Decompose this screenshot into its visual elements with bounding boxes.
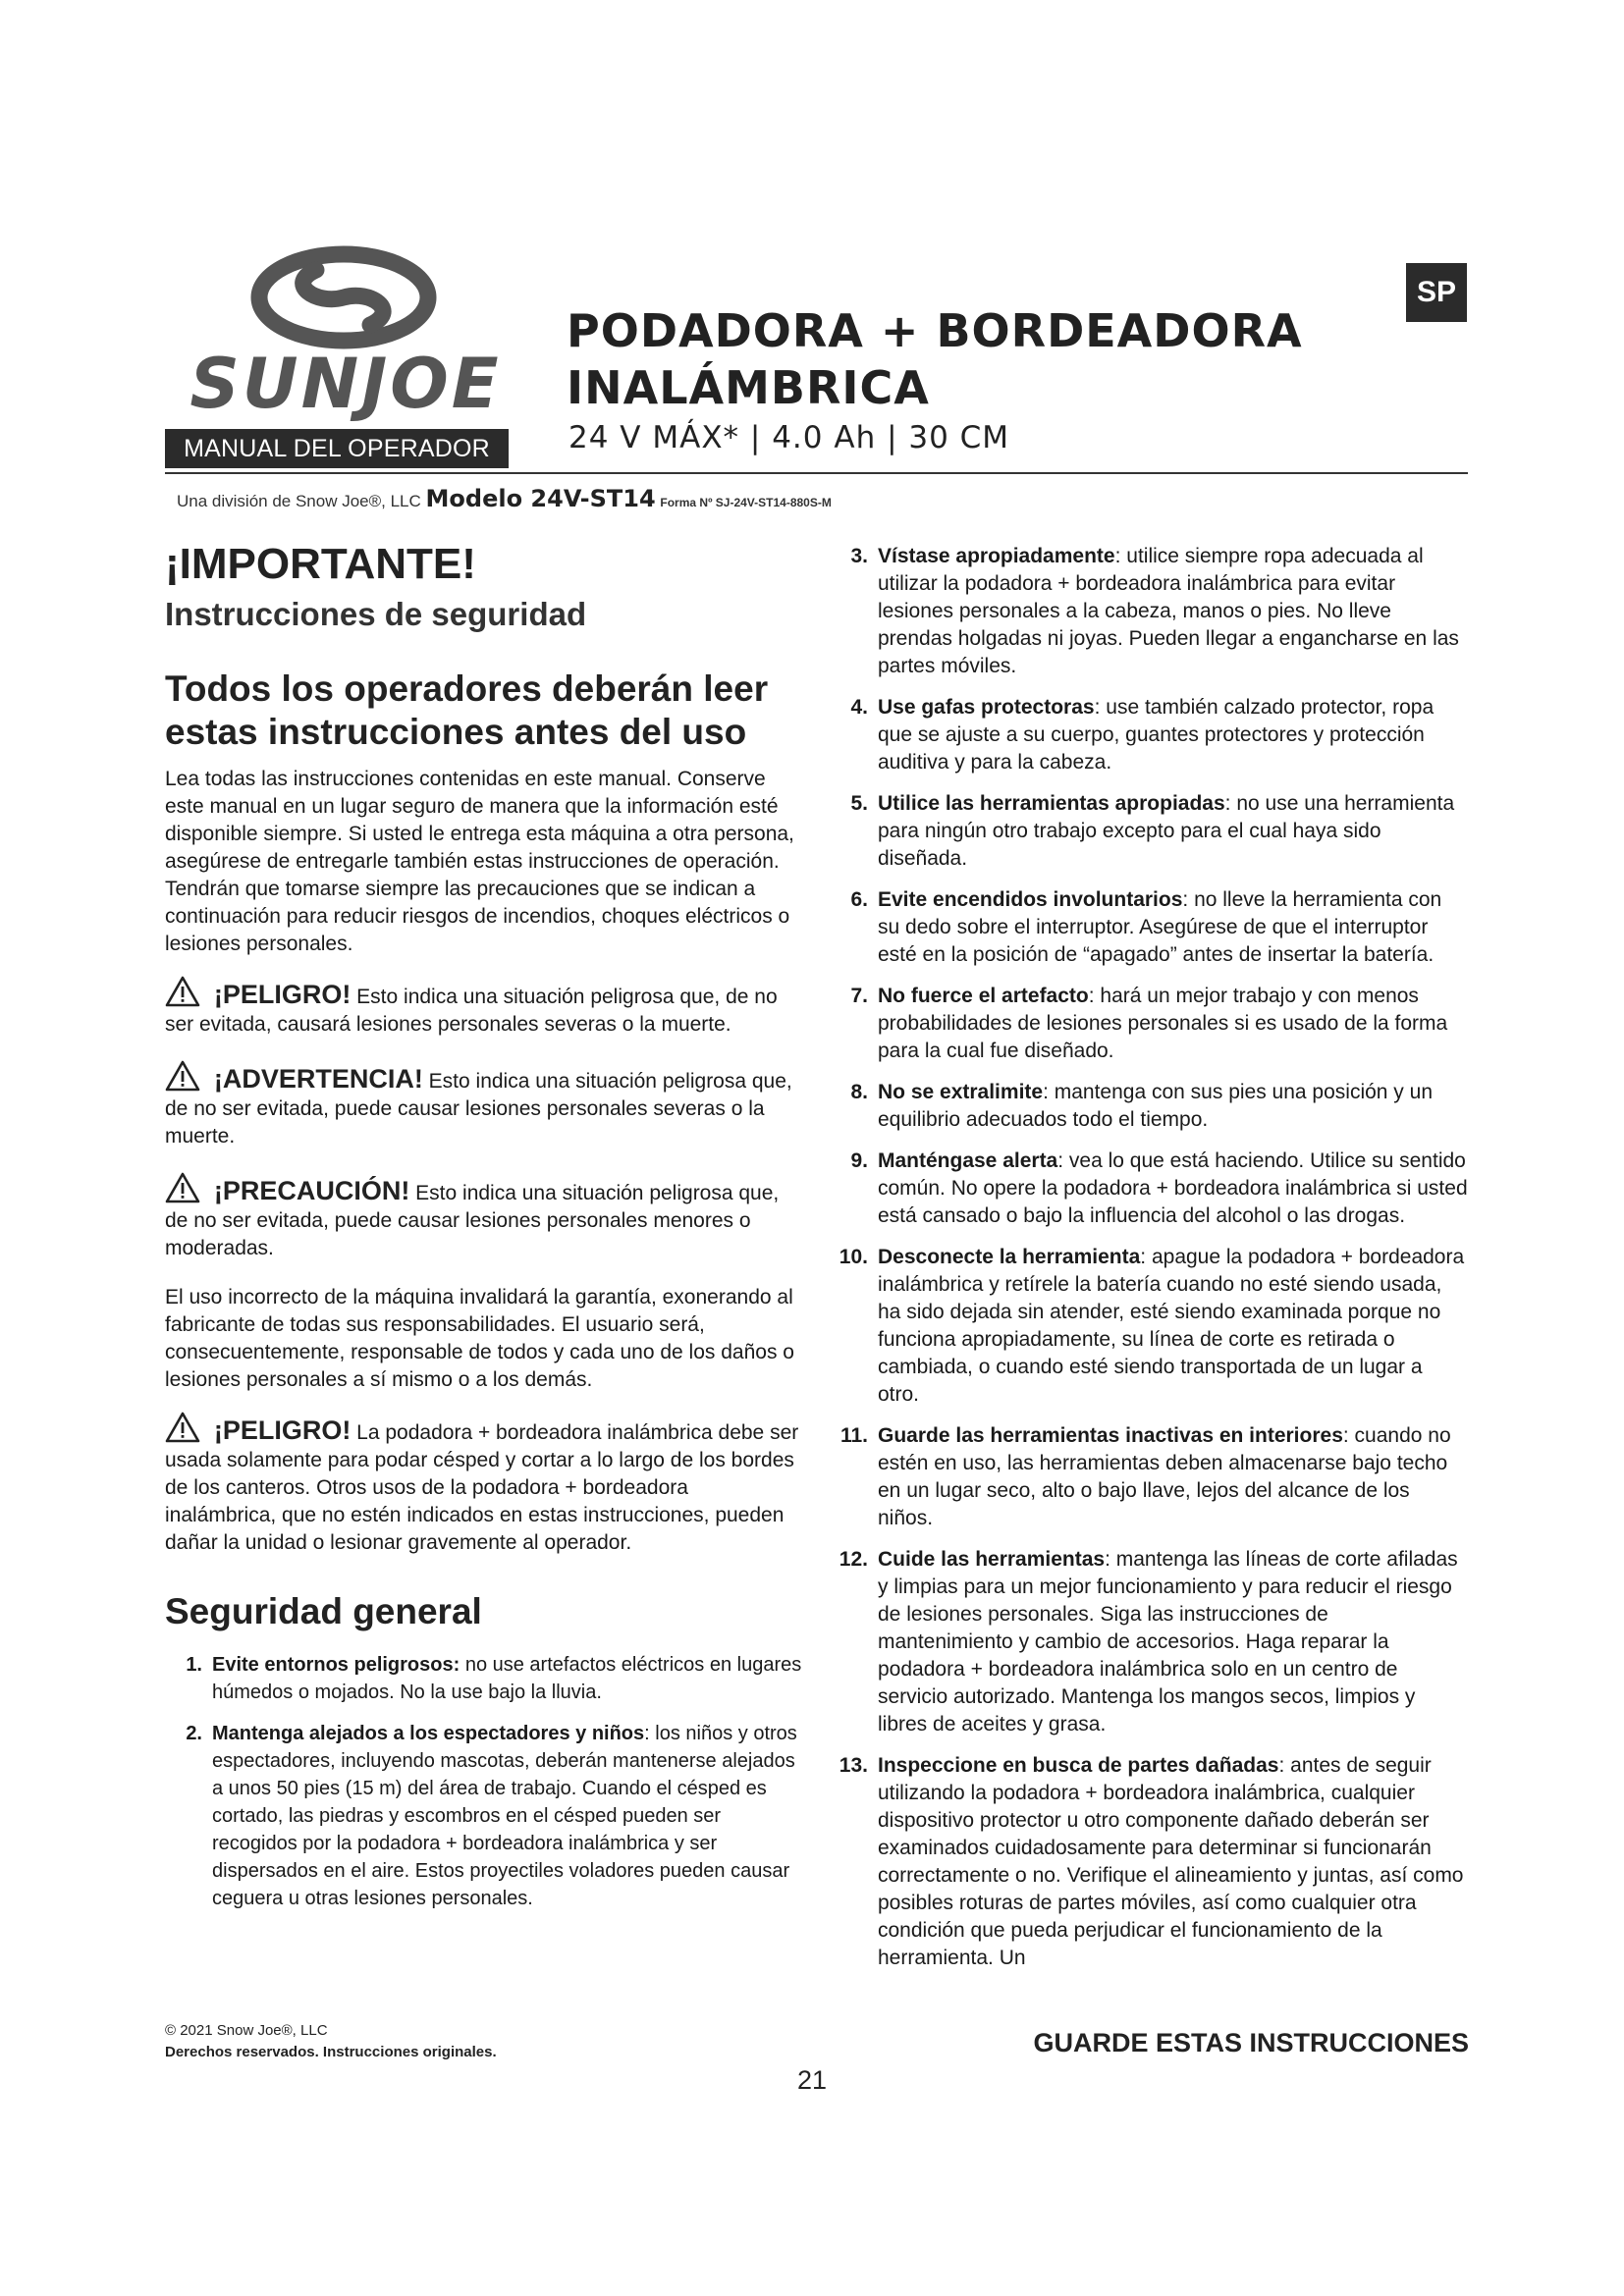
item-text: : cuando no estén en uso, las herramientas deben almacenarse bajo techo en un lugar seco, alto o bajo llave, lejos del alcance de los niños. (878, 1424, 1451, 1529)
list-item (831, 1752, 1469, 1972)
division-line (177, 485, 1453, 512)
item-number: 12. (839, 1548, 868, 1571)
important-heading: ¡IMPORTANTE! (165, 540, 476, 588)
item-text: : use también calzado protector, ropa que se ajuste a su cuerpo, guantes protectores y protección auditiva y para la cabeza. (878, 696, 1435, 774)
title-line-1: PODADORA + BORDEADORA (567, 304, 1303, 357)
item-text: : mantenga con sus pies una posición y un equilibrio adecuados todo el tiempo. (878, 1081, 1433, 1131)
warning-triangle-icon (165, 1412, 200, 1443)
keep-instructions: GUARDE ESTAS INSTRUCCIONES (1033, 2028, 1469, 2057)
item-title: Desconecte la herramienta (878, 1246, 1141, 1268)
item-number: 3. (850, 545, 868, 567)
caution-label: ¡PRECAUCIÓN! (213, 1176, 410, 1205)
item-number: 4. (850, 696, 868, 719)
list-item (831, 983, 1469, 1065)
model-number: Modelo 24V-ST14 (425, 485, 656, 512)
language-badge: SP (1406, 263, 1467, 322)
item-text: : los niños y otros espectadores, incluyendo mascotas, deberán mantenerse alejados a unos 50 pies (15 m) del área de trabajo. Cuando el césped es cortado, las piedras y escombros en el césped pueden ser recogidos por la podadora + bordeadora inalámbrica y ser dispersados en el aire. Estos proyectiles voladores pueden causar ceguera u otras lesiones personales. (212, 1723, 797, 1909)
item-number: 8. (850, 1081, 868, 1103)
item-title: Cuide las herramientas (878, 1548, 1106, 1571)
header-divider (165, 472, 1468, 474)
list-item (831, 543, 1469, 680)
copyright-block (165, 2020, 497, 2063)
danger-text: Esto indica una situación peligrosa que, de no ser evitada, causará lesiones personales severas o la muerte. (165, 986, 778, 1036)
item-text: : utilice siempre ropa adecuada al utilizar la podadora + bordeadora inalámbrica para evitar lesiones personales a la cabeza, manos o pies. No lleve prendas holgadas ni joyas. Pueden llegar a engancharse en las partes móviles. (878, 545, 1459, 677)
list-item (831, 1079, 1469, 1134)
item-number: 1. (186, 1654, 202, 1676)
list-item (165, 1720, 803, 1912)
safety-list-right (831, 543, 1469, 1972)
list-item (831, 886, 1469, 969)
misuse-paragraph: El uso incorrecto de la máquina invalidará la garantía, exonerando al fabricante de todas sus responsabilidades. El usuario será, consecuentemente, responsable de todos y cada uno de los daños o lesiones personales a sí mismo o a los demás. (165, 1286, 794, 1391)
danger-usage-text: La podadora + bordeadora inalámbrica debe ser usada solamente para podar césped y cortar a lo largo de los bordes de los canteros. Otros usos de la podadora + bordeadora inalámbrica, que no estén indicados en estas instrucciones, pueden dañar la unidad o lesionar gravemente al operador. (165, 1421, 799, 1554)
item-text: : antes de seguir utilizando la podadora + bordeadora inalámbrica, cualquier dispositivo protector u otro componente dañado deberán ser examinados cuidadosamente para determinar si funcionarán correctamente o no. Verifique el alineamiento y juntas, así como posibles roturas de partes móviles, así como cualquier otra condición que pueda perjudicar el funcionamiento de la herramienta. Un (878, 1754, 1464, 1969)
danger-notice (165, 976, 803, 1039)
warning-triangle-icon (165, 976, 200, 1007)
list-item (831, 1244, 1469, 1409)
item-title: Evite encendidos involuntarios (878, 888, 1183, 911)
caution-notice (165, 1172, 803, 1262)
item-text: : no use una herramienta para ningún otro trabajo excepto para el cual haya sido diseñada. (878, 792, 1455, 870)
safety-instructions-heading: Instrucciones de seguridad (165, 596, 587, 632)
warning-label: ¡ADVERTENCIA! (213, 1064, 423, 1094)
item-number: 7. (850, 985, 868, 1007)
item-text: : mantenga las líneas de corte afiladas y limpias para un mejor funcionamiento y para reducir el riesgo de lesiones personales. Siga las instrucciones de mantenimiento y cambio de accesorios. Haga reparar la podadora + bordeadora inalámbrica solo en un centro de servicio autorizado. Mantenga los mangos secos, limpios y libres de aceites y grasa. (878, 1548, 1458, 1735)
list-item (831, 694, 1469, 776)
list-item (831, 1148, 1469, 1230)
item-number: 13. (839, 1754, 868, 1777)
title-line-2: INALÁMBRICA (567, 361, 930, 414)
danger-usage-label: ¡PELIGRO! (213, 1415, 352, 1445)
item-title: Utilice las herramientas apropiadas (878, 792, 1225, 815)
left-column (165, 538, 803, 1926)
list-item (831, 1546, 1469, 1738)
item-title: Vístase apropiadamente (878, 545, 1115, 567)
safety-list-left (165, 1651, 803, 1912)
item-text: : hará un mejor trabajo y con menos probabilidades de lesiones personales si es usado de la forma para la cual fue diseñado. (878, 985, 1448, 1062)
item-number: 6. (850, 888, 868, 911)
item-title: Use gafas protectoras (878, 696, 1095, 719)
item-title: Manténgase alerta (878, 1149, 1058, 1172)
item-text: : vea lo que está haciendo. Utilice su sentido común. No opere la podadora + bordeadora inalámbrica si usted está cansado o bajo la influencia del alcohol o las drogas. (878, 1149, 1468, 1227)
product-specs: 24 V MÁX* | 4.0 Ah | 30 CM (568, 420, 1010, 455)
right-column (831, 543, 1469, 1986)
product-title (567, 302, 1411, 416)
list-item (831, 790, 1469, 873)
item-title: No se extralimite (878, 1081, 1044, 1103)
general-safety-heading: Seguridad general (165, 1591, 482, 1631)
warning-triangle-icon (165, 1172, 200, 1203)
all-operators-heading: Todos los operadores deberán leer estas instrucciones antes del uso (165, 668, 769, 752)
item-title: Guarde las herramientas inactivas en interiores (878, 1424, 1343, 1447)
item-number: 11. (839, 1424, 868, 1447)
item-title: Inspeccione en busca de partes dañadas (878, 1754, 1279, 1777)
item-text: : no lleve la herramienta con su dedo sobre el interruptor. Asegúrese de que el interruptor esté en la posición de “apagado” antes de insertar la batería. (878, 888, 1442, 966)
form-number: Forma Nº SJ-24V-ST14-880S-M (660, 496, 832, 509)
brand-text: SUNJOE (189, 344, 502, 424)
division-text: Una división de Snow Joe®, LLC (177, 492, 421, 510)
item-text: : apague la podadora + bordeadora inalámbrica y retírele la batería cuando no esté siendo usada, ha sido dejada sin atender, esté siendo examinada porque no funciona apropiadamente, su línea de corte es retirada o cambiada, o cuando esté siendo transportada de un lugar a otro. (878, 1246, 1465, 1406)
item-number: 5. (850, 792, 868, 815)
caution-text: Esto indica una situación peligrosa que, de no ser evitada, puede causar lesiones personales menores o moderadas. (165, 1182, 780, 1259)
warning-notice (165, 1060, 803, 1150)
item-text: no use artefactos eléctricos en lugares húmedos o mojados. No la use bajo la lluvia. (212, 1654, 802, 1703)
item-number: 9. (850, 1149, 868, 1172)
sunjoe-logo-graphic (169, 240, 522, 427)
page-number: 21 (796, 2065, 828, 2095)
manual-badge: MANUAL DEL OPERADOR (165, 429, 509, 468)
item-title: Evite entornos peligrosos: (212, 1654, 460, 1676)
warning-triangle-icon (165, 1060, 200, 1092)
danger-usage-notice (165, 1412, 803, 1557)
sunjoe-logo (169, 240, 522, 427)
danger-label: ¡PELIGRO! (213, 980, 352, 1009)
item-number: 10. (839, 1246, 868, 1268)
item-title: No fuerce el artefacto (878, 985, 1089, 1007)
item-title: Mantenga alejados a los espectadores y niños (212, 1723, 645, 1744)
list-item (831, 1422, 1469, 1532)
warning-text: Esto indica una situación peligrosa que, de no ser evitada, puede causar lesiones personales severas o la muerte. (165, 1070, 792, 1148)
intro-paragraph: Lea todas las instrucciones contenidas en este manual. Conserve este manual en un lugar seguro de manera que la información esté disponible siempre. Si usted le entrega esta máquina a otra persona, asegúrese de entregarle también estas instrucciones de operación. Tendrán que tomarse siempre las precauciones que se indican a continuación para reducir riesgos de incendios, choques eléctricos o lesiones personales. (165, 768, 794, 955)
item-number: 2. (186, 1723, 202, 1744)
copyright-text: © 2021 Snow Joe®, LLC (165, 2022, 328, 2039)
list-item (165, 1651, 803, 1706)
rights-text: Derechos reservados. Instrucciones originales. (165, 2044, 497, 2060)
